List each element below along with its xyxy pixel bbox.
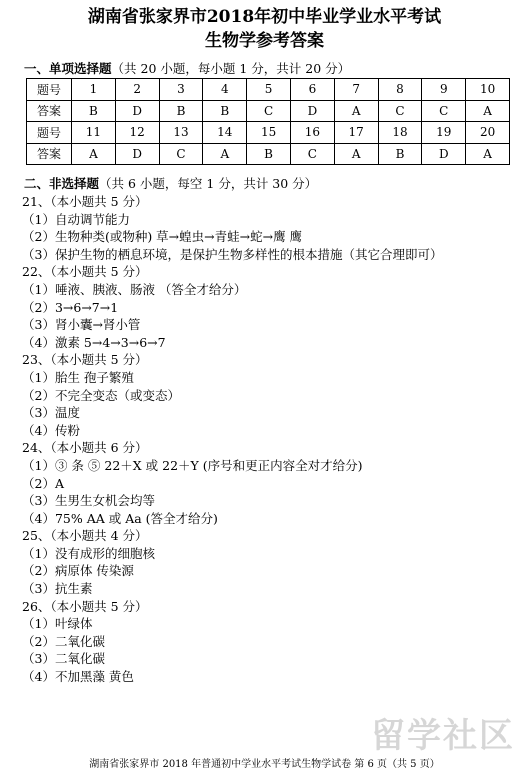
- table-cell: C: [422, 100, 466, 122]
- table-cell: B: [72, 100, 116, 122]
- watermark-logo: 留学社区: [371, 716, 515, 756]
- table-cell: 3: [159, 79, 203, 101]
- table-cell: 20: [466, 122, 510, 144]
- table-cell: D: [115, 100, 159, 122]
- answer-line: （2）不完全变态（或变态）: [22, 387, 180, 403]
- table-cell: 1: [72, 79, 116, 101]
- table-cell: D: [422, 143, 466, 165]
- table-cell: A: [334, 143, 378, 165]
- table-cell: 4: [203, 79, 247, 101]
- answer-line: 23、（本小题共 5 分）: [22, 352, 148, 368]
- answer-line: （1）唾液、胰液、肠液 （答全才给分）: [22, 281, 247, 297]
- table-cell: B: [203, 100, 247, 122]
- table-cell: A: [466, 143, 510, 165]
- table-cell: A: [203, 143, 247, 165]
- answer-line: （3）生男生女机会均等: [22, 493, 155, 509]
- answer-line: （1）③ 条 ⑤ 22＋X 或 22＋Y (序号和更正内容全对才给分): [22, 457, 363, 473]
- table-cell: 7: [334, 79, 378, 101]
- answer-line: （2）生物种类(或物种) 草→蝗虫→青蛙→蛇→鹰 鹰: [22, 229, 303, 245]
- answer-line: （4）不加黑藻 黄色: [22, 669, 134, 685]
- section2-header: [24, 176, 317, 192]
- table-cell: C: [247, 100, 291, 122]
- document-title: 湖南省张家界市2018年初中毕业学业水平考试: [87, 7, 442, 27]
- section1-note: （共 20 小题，每小题 1 分，共计 20 分）: [111, 61, 351, 76]
- table-cell: 6: [290, 79, 334, 101]
- table-cell: 18: [378, 122, 422, 144]
- answer-line: （4）75% AA 或 Aa (答全才给分): [22, 510, 218, 526]
- answer-line: （2）二氧化碳: [22, 633, 105, 649]
- section1-header: [24, 61, 350, 77]
- table-cell: 8: [378, 79, 422, 101]
- table-cell: A: [334, 100, 378, 122]
- answer-line: 26、（本小题共 5 分）: [22, 598, 148, 614]
- table-cell: D: [290, 100, 334, 122]
- section1-heading: 一、单项选择题: [24, 61, 112, 76]
- table-cell: 15: [247, 122, 291, 144]
- answer-line: （3）肾小囊→肾小管: [22, 317, 141, 333]
- section2-heading: 二、非选择题: [24, 176, 100, 191]
- table-cell: C: [378, 100, 422, 122]
- table-cell: 13: [159, 122, 203, 144]
- table-row: [27, 100, 510, 122]
- table-row: [27, 79, 510, 101]
- table-cell: B: [378, 143, 422, 165]
- answer-table: [26, 78, 510, 165]
- table-row: [27, 143, 510, 165]
- table-cell: 19: [422, 122, 466, 144]
- table-row-label: 题号: [27, 79, 72, 101]
- answer-line: （3）温度: [22, 405, 80, 421]
- answer-line: （2）3→6→7→1: [22, 299, 119, 315]
- table-cell: A: [466, 100, 510, 122]
- answer-line: （1）胎生 孢子繁殖: [22, 369, 134, 385]
- answer-line: 22、（本小题共 5 分）: [22, 264, 148, 280]
- answer-line: （3）抗生素: [22, 581, 93, 597]
- table-cell: 5: [247, 79, 291, 101]
- answer-line: （4）传粉: [22, 422, 80, 438]
- table-cell: C: [159, 143, 203, 165]
- table-cell: 9: [422, 79, 466, 101]
- answer-line: （1）叶绿体: [22, 616, 93, 632]
- table-cell: A: [72, 143, 116, 165]
- table-cell: 17: [334, 122, 378, 144]
- table-row-label: 题号: [27, 122, 72, 144]
- table-cell: 11: [72, 122, 116, 144]
- table-row-label: 答案: [27, 143, 72, 165]
- table-cell: C: [290, 143, 334, 165]
- table-cell: 2: [115, 79, 159, 101]
- answer-line: 21、（本小题共 5 分）: [22, 194, 148, 209]
- answer-line: （3）保护生物的栖息环境，是保护生物多样性的根本措施（其它合理即可）: [22, 246, 443, 262]
- table-row: [27, 122, 510, 144]
- answer-line: （4）激素 5→4→3→6→7: [22, 334, 166, 350]
- answer-line: （1）自动调节能力: [22, 211, 130, 227]
- table-cell: 10: [466, 79, 510, 101]
- table-cell: B: [247, 143, 291, 165]
- answer-line: （3）二氧化碳: [22, 651, 105, 667]
- table-cell: B: [159, 100, 203, 122]
- table-cell: 12: [115, 122, 159, 144]
- table-cell: D: [115, 143, 159, 165]
- answer-line: 25、（本小题共 4 分）: [22, 528, 148, 544]
- table-cell: 14: [203, 122, 247, 144]
- answer-line: （2）病原体 传染源: [22, 563, 134, 579]
- table-cell: 16: [290, 122, 334, 144]
- answer-line: 24、（本小题共 6 分）: [22, 440, 148, 456]
- answer-line: （2）A: [22, 475, 64, 491]
- answer-line: （1）没有成形的细胞核: [22, 545, 155, 561]
- table-row-label: 答案: [27, 100, 72, 122]
- answer-lines: [22, 193, 522, 686]
- section2-note: （共 6 小题，每空 1 分，共计 30 分）: [99, 176, 318, 191]
- document-subtitle: 生物学参考答案: [205, 31, 324, 51]
- page-footer: 湖南省张家界市 2018 年普通初中学业水平考试生物学试卷 第 6 页（共 5 页）: [89, 759, 440, 770]
